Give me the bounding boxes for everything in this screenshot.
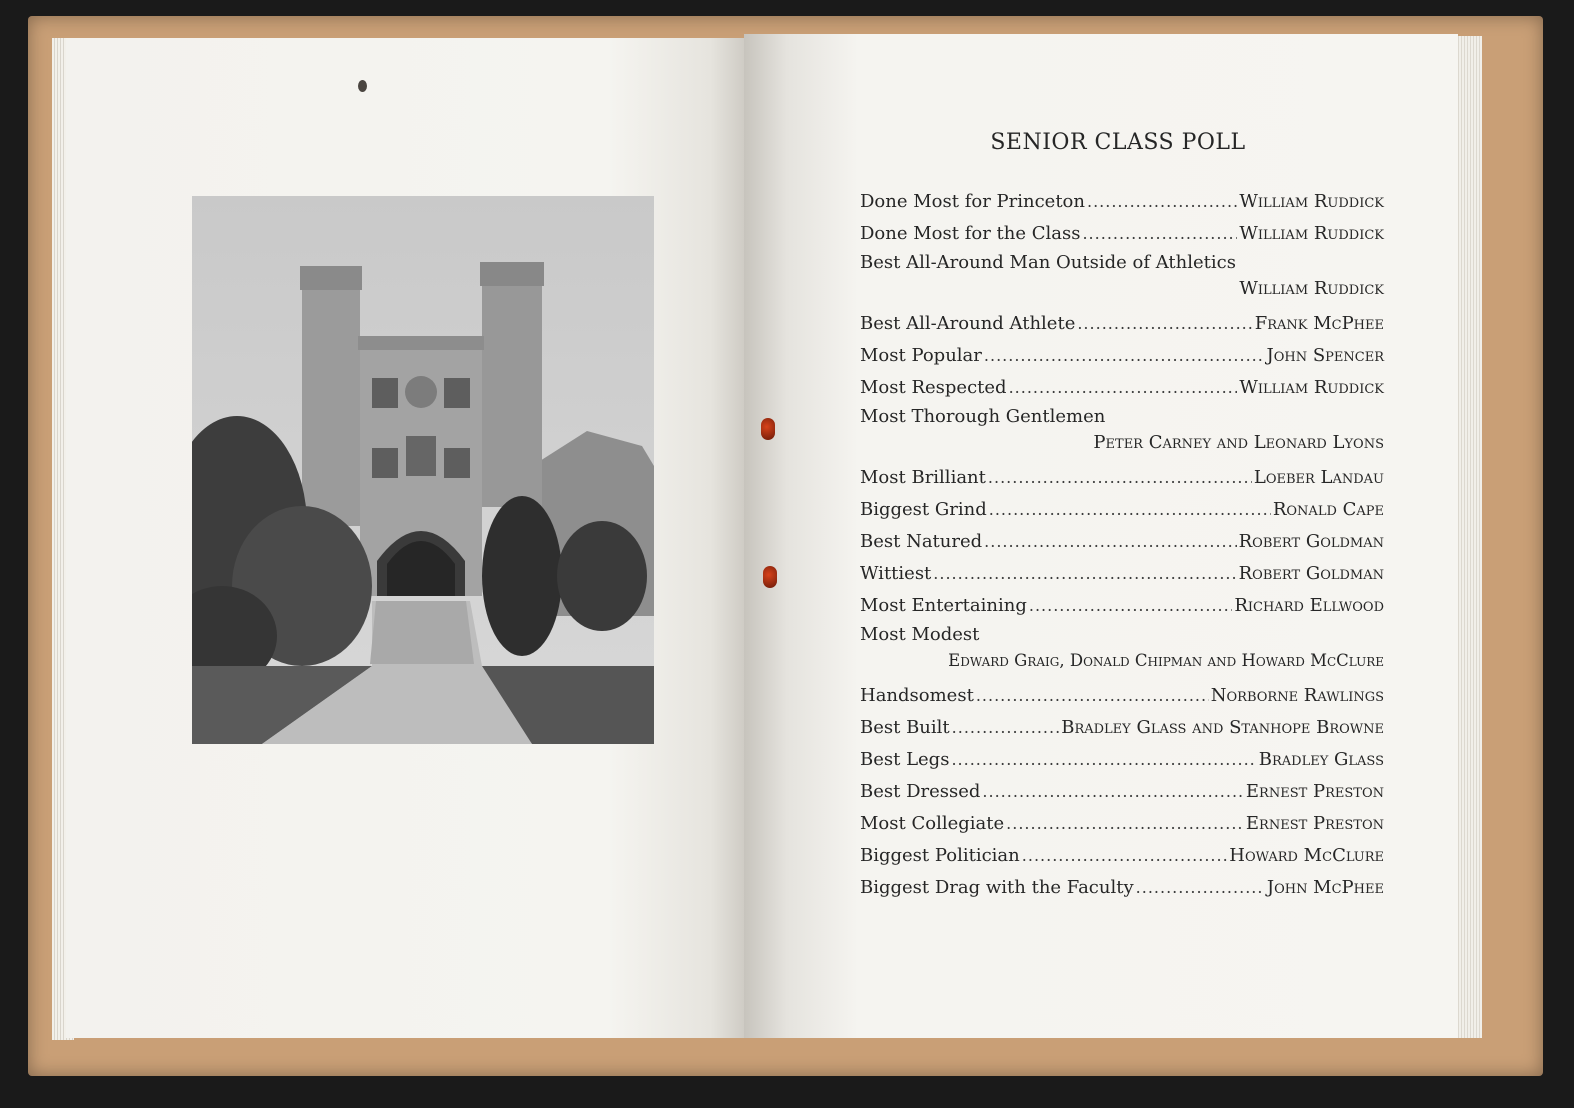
dot-leader [1029,590,1232,622]
poll-entry [860,840,1384,872]
poll-category: Done Most for Princeton [860,191,1085,212]
poll-entry [860,776,1384,808]
poll-category: Most Respected [860,377,1007,398]
poll-category: Most Modest [860,624,980,645]
poll-winner: William Ruddick [1239,223,1384,244]
dot-leader [951,744,1256,776]
poll-entry [860,590,1384,622]
poll-winner: John Spencer [1266,345,1384,366]
poll-entry [860,712,1384,744]
poll-category: Best All-Around Athlete [860,313,1076,334]
poll-entry [860,622,1384,648]
dot-leader [982,776,1243,808]
poll-winner: Norborne Rawlings [1210,685,1384,706]
poll-entry [860,250,1384,276]
poll-winner: William Ruddick [1239,191,1384,212]
dot-leader [1009,372,1238,404]
poll-category: Most Entertaining [860,595,1027,616]
poll-winner: Richard Ellwood [1234,595,1384,616]
poll-category: Handsomest [860,685,974,706]
poll-category: Best Built [860,717,950,738]
poll-category: Best All-Around Man Outside of Athletics [860,252,1236,273]
poll-entry [860,680,1384,712]
dot-leader [989,494,1271,526]
poll-winner: Robert Goldman [1238,531,1384,552]
poll-entry [860,218,1384,250]
dot-leader [1006,808,1244,840]
poll-category: Most Collegiate [860,813,1005,834]
poll-entry [860,186,1384,218]
dot-leader [1022,840,1228,872]
poll-list [860,186,1384,904]
poll-entry [860,404,1384,430]
poll-entry [860,340,1384,372]
poll-entry [860,372,1384,404]
poll-entry [860,494,1384,526]
poll-category: Most Thorough Gentlemen [860,406,1106,427]
poll-category: Most Brilliant [860,467,986,488]
poll-entry [860,526,1384,558]
dot-leader [1082,218,1237,250]
poll-entry [860,558,1384,590]
poll-winner: Bradley Glass [1258,749,1384,770]
dot-leader [984,340,1265,372]
dot-leader [1077,308,1252,340]
page-edges-right [1456,36,1482,1038]
poll-category: Wittiest [860,563,932,584]
poll-category: Biggest Politician [860,845,1020,866]
poll-winner: Ronald Cape [1272,499,1384,520]
poll-winner: Ernest Preston [1245,781,1384,802]
poll-category: Best Natured [860,531,983,552]
dot-leader [952,712,1060,744]
poll-winner: Ernest Preston [1245,813,1384,834]
dot-leader [1087,186,1237,218]
poll-entry [860,872,1384,904]
dot-leader [988,462,1252,494]
poll-entry [860,308,1384,340]
poll-category: Best Dressed [860,781,981,802]
binding-thread-bottom [763,566,777,588]
page-title: SENIOR CLASS POLL [990,130,1246,155]
poll-winner: Frank McPhee [1254,313,1384,334]
campus-gatehouse-photo [192,196,654,744]
dot-leader [984,526,1236,558]
poll-winner: William Ruddick [1239,377,1384,398]
poll-winner: William Ruddick [1239,278,1384,299]
dot-leader [933,558,1236,590]
poll-entry [860,808,1384,840]
poll-winner: Peter Carney and Leonard Lyons [1093,432,1384,453]
poll-category: Done Most for the Class [860,223,1081,244]
poll-category: Biggest Drag with the Faculty [860,877,1134,898]
poll-category: Best Legs [860,749,950,770]
poll-winner: John McPhee [1266,877,1384,898]
poll-winner: Howard McClure [1229,845,1384,866]
dot-leader [976,680,1209,712]
poll-winner: Bradley Glass and Stanhope Browne [1061,717,1384,738]
poll-category: Most Popular [860,345,982,366]
poll-entry [860,744,1384,776]
poll-winner: Robert Goldman [1238,563,1384,584]
poll-category: Biggest Grind [860,499,987,520]
paper-speck [358,80,367,92]
poll-entry [860,462,1384,494]
dot-leader [1136,872,1265,904]
binding-thread-top [761,418,775,440]
poll-winner: Loeber Landau [1253,467,1384,488]
poll-winner: Edward Graig, Donald Chipman and Howard McClure [948,651,1384,670]
